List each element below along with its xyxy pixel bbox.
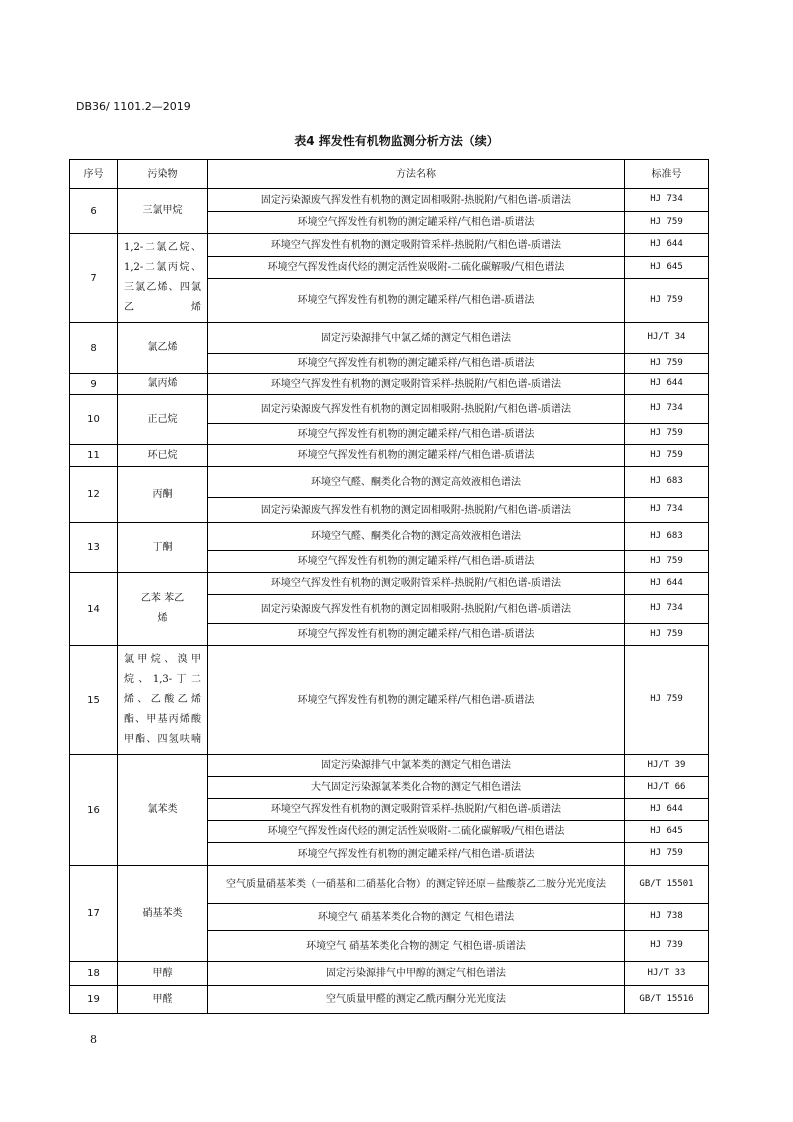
standard-cell: HJ 683 xyxy=(625,467,709,498)
method-cell: 环境空气 硝基苯类化合物的测定 气相色谱法 xyxy=(208,904,625,931)
standard-cell: HJ 738 xyxy=(625,904,709,931)
seq-cell: 8 xyxy=(70,323,118,374)
seq-cell: 18 xyxy=(70,962,118,986)
document-code: DB36/ 1101.2—2019 xyxy=(76,100,191,113)
pollutant-cell: 丙酮 xyxy=(118,467,208,523)
pollutant-cell: 氯丙烯 xyxy=(118,374,208,395)
method-cell: 环境空气挥发性有机物的测定罐采样/气相色谱-质谱法 xyxy=(208,445,625,467)
standard-cell: HJ 759 xyxy=(625,646,709,755)
pollutant-cell: 氯甲烷、溴甲烷、1,3-丁二烯、乙酸乙烯酯、甲基丙烯酸甲酯、四氢呋喃 xyxy=(118,646,208,755)
table-row xyxy=(70,467,709,498)
standard-cell: HJ 644 xyxy=(625,573,709,595)
table-row xyxy=(70,445,709,467)
table-row xyxy=(70,374,709,395)
table-row xyxy=(70,189,709,212)
column-header-method: 方法名称 xyxy=(208,160,625,189)
method-cell: 大气固定污染源氯苯类化合物的测定气相色谱法 xyxy=(208,777,625,799)
standard-cell: HJ/T 39 xyxy=(625,755,709,777)
method-cell: 环境空气挥发性有机物的测定吸附管采样-热脱附/气相色谱-质谱法 xyxy=(208,573,625,595)
seq-cell: 10 xyxy=(70,395,118,445)
seq-cell: 14 xyxy=(70,573,118,646)
standard-cell: HJ 739 xyxy=(625,931,709,962)
seq-cell: 16 xyxy=(70,755,118,866)
standard-cell: HJ 645 xyxy=(625,821,709,843)
method-cell: 固定污染源废气挥发性有机物的测定固相吸附-热脱附/气相色谱-质谱法 xyxy=(208,395,625,424)
pollutant-cell: 正己烷 xyxy=(118,395,208,445)
standard-cell: HJ 759 xyxy=(625,212,709,234)
table-row xyxy=(70,234,709,257)
standard-cell: HJ 644 xyxy=(625,234,709,257)
table-row xyxy=(70,573,709,595)
standard-cell: HJ/T 33 xyxy=(625,962,709,986)
table-row xyxy=(70,395,709,424)
table-title: 表4 挥发性有机物监测分析方法（续） xyxy=(294,134,499,148)
method-cell: 环境空气醛、酮类化合物的测定高效液相色谱法 xyxy=(208,467,625,498)
standard-cell: HJ 734 xyxy=(625,498,709,523)
table-row xyxy=(70,986,709,1014)
method-cell: 环境空气挥发性有机物的测定罐采样/气相色谱-质谱法 xyxy=(208,279,625,323)
method-cell: 环境空气挥发性有机物的测定罐采样/气相色谱-质谱法 xyxy=(208,843,625,866)
standard-cell: GB/T 15501 xyxy=(625,866,709,904)
pollutant-cell: 1,2-二氯乙烷、1,2-二氯丙烷、三氯乙烯、四氯乙烯 xyxy=(118,234,208,323)
seq-cell: 17 xyxy=(70,866,118,962)
standard-cell: HJ 759 xyxy=(625,551,709,573)
seq-cell: 13 xyxy=(70,523,118,573)
method-cell: 环境空气挥发性有机物的测定罐采样/气相色谱-质谱法 xyxy=(208,424,625,445)
method-cell: 环境空气挥发性卤代烃的测定活性炭吸附-二硫化碳解吸/气相色谱法 xyxy=(208,257,625,279)
pollutant-cell: 三氯甲烷 xyxy=(118,189,208,234)
method-cell: 固定污染源废气挥发性有机物的测定固相吸附-热脱附/气相色谱-质谱法 xyxy=(208,189,625,212)
seq-cell: 9 xyxy=(70,374,118,395)
method-cell: 环境空气挥发性有机物的测定罐采样/气相色谱-质谱法 xyxy=(208,354,625,374)
column-header-standard: 标准号 xyxy=(625,160,709,189)
method-cell: 环境空气挥发性有机物的测定罐采样/气相色谱-质谱法 xyxy=(208,646,625,755)
method-cell: 环境空气挥发性有机物的测定吸附管采样-热脱附/气相色谱-质谱法 xyxy=(208,799,625,821)
method-cell: 固定污染源废气挥发性有机物的测定固相吸附-热脱附/气相色谱-质谱法 xyxy=(208,595,625,624)
method-cell: 环境空气挥发性卤代烃的测定活性炭吸附-二硫化碳解吸/气相色谱法 xyxy=(208,821,625,843)
standard-cell: HJ 759 xyxy=(625,843,709,866)
pollutant-cell: 硝基苯类 xyxy=(118,866,208,962)
method-cell: 空气质量甲醛的测定乙酰丙酮分光光度法 xyxy=(208,986,625,1014)
pollutant-cell: 氯乙烯 xyxy=(118,323,208,374)
method-cell: 固定污染源排气中甲醇的测定气相色谱法 xyxy=(208,962,625,986)
seq-cell: 19 xyxy=(70,986,118,1014)
page-number: 8 xyxy=(90,1033,97,1046)
standard-cell: HJ 645 xyxy=(625,257,709,279)
method-cell: 环境空气挥发性有机物的测定吸附管采样-热脱附/气相色谱-质谱法 xyxy=(208,374,625,395)
table-row xyxy=(70,323,709,354)
pollutant-cell: 氯苯类 xyxy=(118,755,208,866)
seq-cell: 12 xyxy=(70,467,118,523)
standard-cell: HJ 644 xyxy=(625,374,709,395)
standard-cell: HJ 683 xyxy=(625,523,709,551)
pollutant-cell: 丁酮 xyxy=(118,523,208,573)
standard-cell: HJ 759 xyxy=(625,424,709,445)
pollutant-cell: 甲醇 xyxy=(118,962,208,986)
table-row xyxy=(70,866,709,904)
standard-cell: GB/T 15516 xyxy=(625,986,709,1014)
method-cell: 固定污染源排气中氯乙烯的测定气相色谱法 xyxy=(208,323,625,354)
method-cell: 空气质量硝基苯类（一硝基和二硝基化合物）的测定锌还原－盐酸萘乙二胺分光光度法 xyxy=(208,866,625,904)
method-cell: 环境空气醛、酮类化合物的测定高效液相色谱法 xyxy=(208,523,625,551)
standard-cell: HJ 734 xyxy=(625,395,709,424)
standard-cell: HJ 734 xyxy=(625,595,709,624)
header-row xyxy=(70,160,709,189)
standard-cell: HJ 759 xyxy=(625,354,709,374)
column-header-seq: 序号 xyxy=(70,160,118,189)
standard-cell: HJ/T 34 xyxy=(625,323,709,354)
method-cell: 固定污染源废气挥发性有机物的测定固相吸附-热脱附/气相色谱-质谱法 xyxy=(208,498,625,523)
table-row xyxy=(70,646,709,755)
method-cell: 固定污染源排气中氯苯类的测定气相色谱法 xyxy=(208,755,625,777)
method-cell: 环境空气 硝基苯类化合物的测定 气相色谱-质谱法 xyxy=(208,931,625,962)
table-row xyxy=(70,755,709,777)
pollutant-cell: 甲醛 xyxy=(118,986,208,1014)
pollutant-cell: 乙苯 苯乙烯 xyxy=(118,573,208,646)
standard-cell: HJ 644 xyxy=(625,799,709,821)
standard-cell: HJ 734 xyxy=(625,189,709,212)
method-cell: 环境空气挥发性有机物的测定罐采样/气相色谱-质谱法 xyxy=(208,551,625,573)
method-cell: 环境空气挥发性有机物的测定吸附管采样-热脱附/气相色谱-质谱法 xyxy=(208,234,625,257)
seq-cell: 15 xyxy=(70,646,118,755)
standard-cell: HJ/T 66 xyxy=(625,777,709,799)
standard-cell: HJ 759 xyxy=(625,445,709,467)
table-row xyxy=(70,962,709,986)
standard-cell: HJ 759 xyxy=(625,279,709,323)
pollutant-cell: 环已烷 xyxy=(118,445,208,467)
seq-cell: 7 xyxy=(70,234,118,323)
table-row xyxy=(70,523,709,551)
standard-cell: HJ 759 xyxy=(625,624,709,646)
method-cell: 环境空气挥发性有机物的测定罐采样/气相色谱-质谱法 xyxy=(208,624,625,646)
seq-cell: 6 xyxy=(70,189,118,234)
seq-cell: 11 xyxy=(70,445,118,467)
method-cell: 环境空气挥发性有机物的测定罐采样/气相色谱-质谱法 xyxy=(208,212,625,234)
methods-table xyxy=(69,159,709,1014)
column-header-pollutant: 污染物 xyxy=(118,160,208,189)
